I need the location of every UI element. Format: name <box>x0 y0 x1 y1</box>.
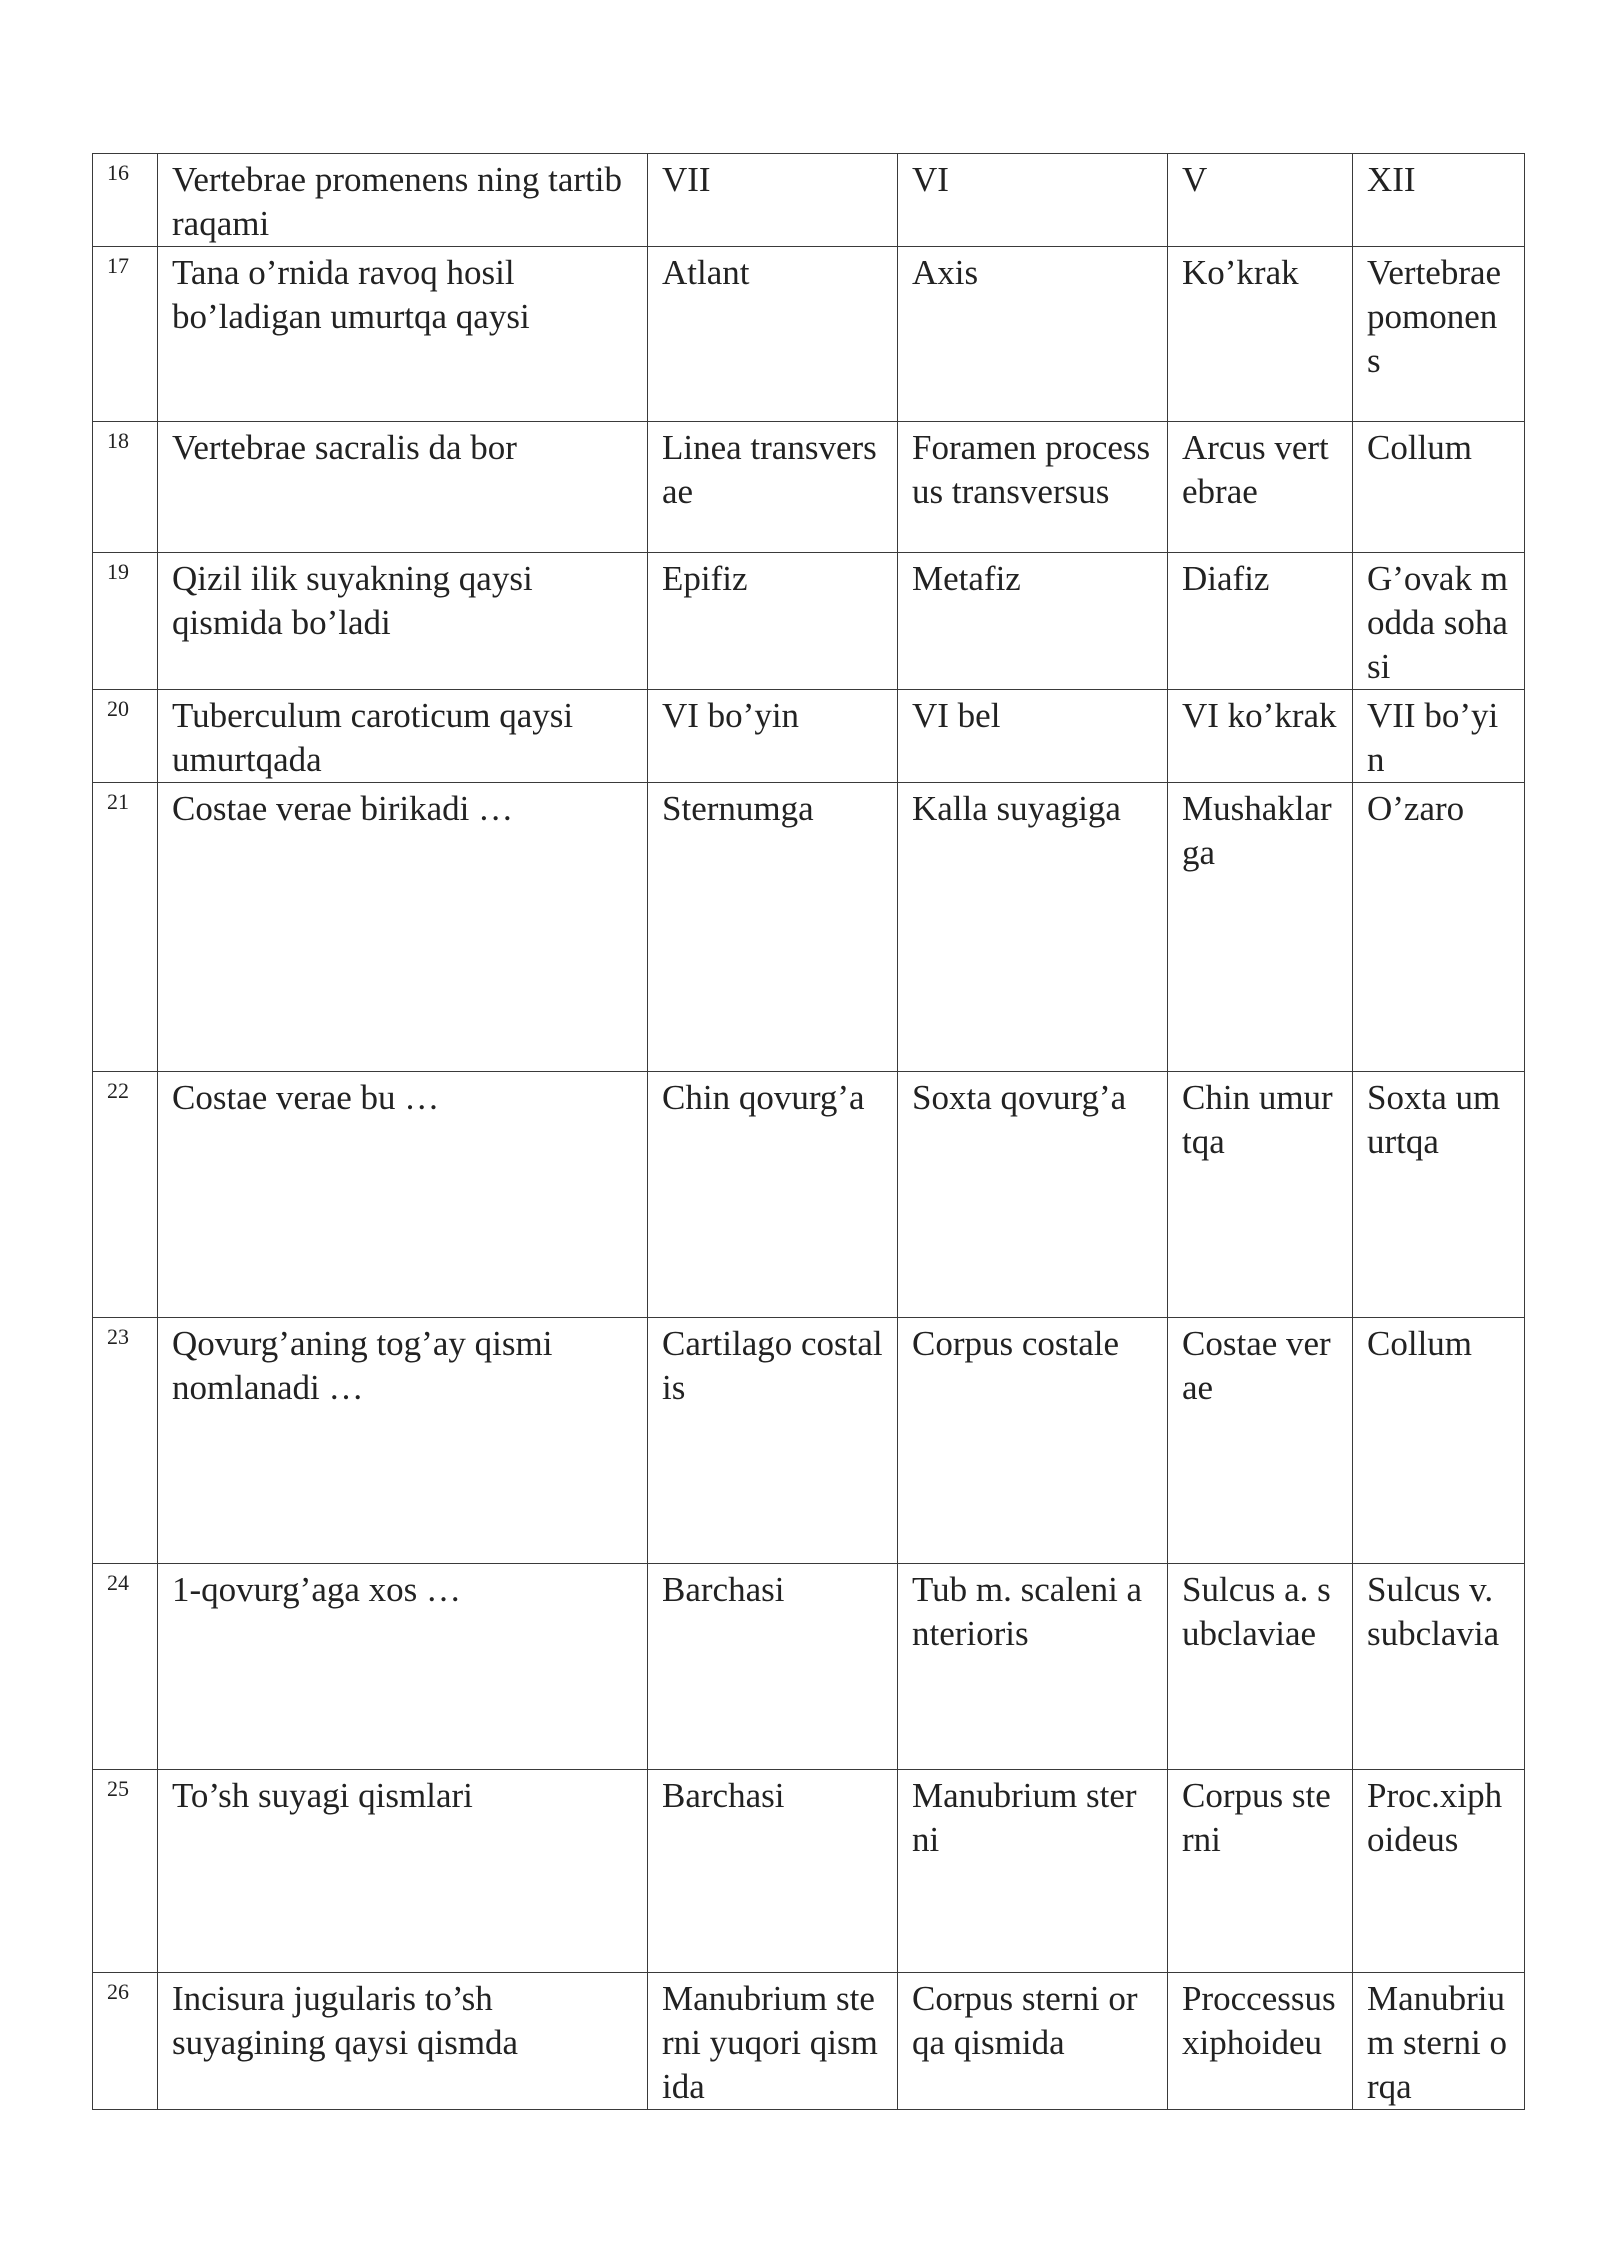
answer-option-a: Manubrium sterni yuqori qismida <box>648 1973 898 2110</box>
question-text: Tuberculum caroticum qaysi umurtqada <box>158 690 648 783</box>
answer-option-b: Manubrium sterni <box>898 1770 1168 1973</box>
answer-option-d: Proc.xiphoideus <box>1353 1770 1525 1973</box>
question-text: To’sh suyagi qismlari <box>158 1770 648 1973</box>
answer-option-b: VI bel <box>898 690 1168 783</box>
table-row <box>93 1770 1525 1973</box>
answer-option-d: G’ovak modda sohasi <box>1353 553 1525 690</box>
table-row <box>93 154 1525 247</box>
answer-option-d: XII <box>1353 154 1525 247</box>
question-number: 23 <box>93 1318 158 1564</box>
answer-option-c: Ko’krak <box>1168 247 1353 422</box>
question-number: 19 <box>93 553 158 690</box>
answer-option-b: VI <box>898 154 1168 247</box>
answer-option-c: Mushaklarga <box>1168 783 1353 1072</box>
answer-option-d: Manubrium sterni orqa <box>1353 1973 1525 2110</box>
question-text: Tana o’rnida ravoq hosil bo’ladigan umurtqa qaysi <box>158 247 648 422</box>
answer-option-d: VII bo’yin <box>1353 690 1525 783</box>
question-text: Qizil ilik suyakning qaysi qismida bo’ladi <box>158 553 648 690</box>
answer-option-d: Sulcus v. subclavia <box>1353 1564 1525 1770</box>
answer-option-c: Sulcus a. subclaviae <box>1168 1564 1353 1770</box>
question-text: Costae verae birikadi … <box>158 783 648 1072</box>
answer-option-c: Diafiz <box>1168 553 1353 690</box>
question-number: 20 <box>93 690 158 783</box>
quiz-table <box>92 153 1525 2110</box>
answer-option-a: Sternumga <box>648 783 898 1072</box>
answer-option-c: VI ko’krak <box>1168 690 1353 783</box>
answer-option-a: Linea transversae <box>648 422 898 553</box>
answer-option-a: Cartilago costalis <box>648 1318 898 1564</box>
question-number: 25 <box>93 1770 158 1973</box>
table-row <box>93 1318 1525 1564</box>
answer-option-c: Arcus vertebrae <box>1168 422 1353 553</box>
table-row <box>93 690 1525 783</box>
table-row <box>93 783 1525 1072</box>
answer-option-b: Axis <box>898 247 1168 422</box>
answer-option-b: Foramen processus transversus <box>898 422 1168 553</box>
question-text: 1-qovurg’aga xos … <box>158 1564 648 1770</box>
answer-option-b: Metafiz <box>898 553 1168 690</box>
question-text: Qovurg’aning tog’ay qismi nomlanadi … <box>158 1318 648 1564</box>
question-number: 18 <box>93 422 158 553</box>
answer-option-a: Barchasi <box>648 1770 898 1973</box>
question-number: 21 <box>93 783 158 1072</box>
answer-option-b: Kalla suyagiga <box>898 783 1168 1072</box>
answer-option-b: Soxta qovurg’a <box>898 1072 1168 1318</box>
answer-option-b: Corpus costale <box>898 1318 1168 1564</box>
answer-option-c: Chin umurtqa <box>1168 1072 1353 1318</box>
answer-option-b: Tub m. scaleni anterioris <box>898 1564 1168 1770</box>
table-row <box>93 1564 1525 1770</box>
answer-option-a: VII <box>648 154 898 247</box>
answer-option-c: Corpus sterni <box>1168 1770 1353 1973</box>
question-text: Vertebrae sacralis da bor <box>158 422 648 553</box>
question-text: Vertebrae promenens ning tartib raqami <box>158 154 648 247</box>
table-row <box>93 247 1525 422</box>
answer-option-c: Costae verae <box>1168 1318 1353 1564</box>
question-number: 24 <box>93 1564 158 1770</box>
answer-option-c: Proccessus xiphoideu <box>1168 1973 1353 2110</box>
question-number: 22 <box>93 1072 158 1318</box>
table-row <box>93 553 1525 690</box>
answer-option-d: Soxta umurtqa <box>1353 1072 1525 1318</box>
question-text: Costae verae bu … <box>158 1072 648 1318</box>
answer-option-a: VI bo’yin <box>648 690 898 783</box>
question-number: 26 <box>93 1973 158 2110</box>
answer-option-a: Epifiz <box>648 553 898 690</box>
table-row <box>93 1973 1525 2110</box>
table-row <box>93 422 1525 553</box>
answer-option-d: Collum <box>1353 1318 1525 1564</box>
answer-option-a: Chin qovurg’a <box>648 1072 898 1318</box>
answer-option-b: Corpus sterni orqa qismida <box>898 1973 1168 2110</box>
table-row <box>93 1072 1525 1318</box>
question-number: 16 <box>93 154 158 247</box>
answer-option-a: Barchasi <box>648 1564 898 1770</box>
answer-option-c: V <box>1168 154 1353 247</box>
answer-option-d: Vertebrae pomonens <box>1353 247 1525 422</box>
question-number: 17 <box>93 247 158 422</box>
answer-option-a: Atlant <box>648 247 898 422</box>
answer-option-d: O’zaro <box>1353 783 1525 1072</box>
answer-option-d: Collum <box>1353 422 1525 553</box>
question-text: Incisura jugularis to’sh suyagining qaysi qismda <box>158 1973 648 2110</box>
